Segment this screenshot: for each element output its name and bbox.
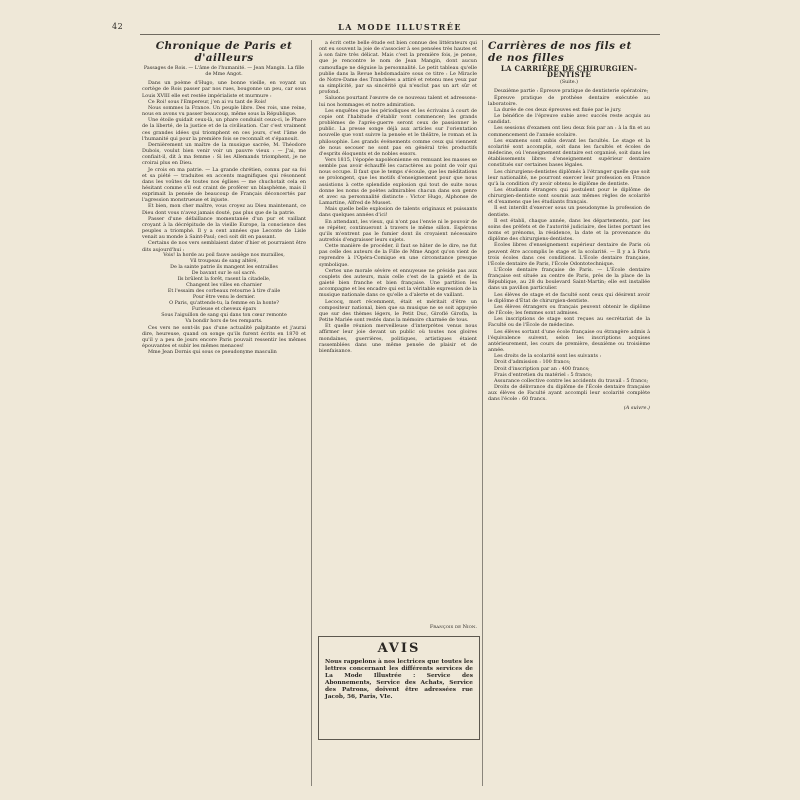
avis-text: Nous rappelons à nos lectrices que toutes les lettres concernant les différents services de La Mode Illustrée : Service des Abonnements, Service des Achats, Service des Patrons, doivent être adressées rue Jacob, 56, Paris, VIe. (325, 659, 473, 700)
column-divider-2 (482, 40, 483, 786)
paragraph: Mais quelle belle explosion de talents originaux et puissants dans quelques années d'ici! (319, 206, 477, 219)
verse-line: Changent les villes en charnier (186, 282, 262, 288)
fee-item: Assurance collective contre les accidents du travail : 5 francs; (494, 377, 649, 384)
paragraph: Et bien, mon cher maître, vous croyez au Dieu maintenant, ce Dieu dont vous n'avez jamais douté, pas plus que de la patrie. (142, 203, 306, 216)
fee-item: Droit d'admission : 100 francs; (494, 359, 571, 366)
paragraph: Une étoile guidait ceux-là, un phare conduisit ceux-ci, le Phare de la liberté, de la justice et de la civilisation. Car c'est vraiment ces grandes idées qui triomphent en ces jours, c'est l'âme de l'humanité qui pour la première fois se reconnaît et s'épanouit. (142, 117, 306, 142)
paragraph: Dernièrement un maître de la musique sacrée, M. Théodore Dubois, voulut bien venir voir un pauvre vieux : — J'ai, me confiait-il, dit à ma femme : Si les Allemands triomphent, je ne croirai plus en Dieu. (142, 141, 306, 167)
verse-line: De bavant sur le sol sacré. (191, 270, 257, 276)
paragraph: Le bénéfice de l'épreuve subie avec succès reste acquis au candidat. (488, 113, 650, 126)
verse-line: Vois! la horde au poil fauve assiège nos murailles, (163, 252, 285, 258)
verse-line: O Paris, qu'attends-tu, la femme en la honte? (169, 300, 279, 306)
paragraph: Vers 1815, l'épopée napoléonienne en remuant les masses se semble pas avoir échauffé les caractères au point de voir qui nous occupe. Il faut que le temps s'écoule, que les méditations se prolongent, que les motifs d'enseignement pour que nous assistions à cette splendide explosion qui tout de suite nous donne les noms de poètes admirables chacun dans son genre et avec sa personnalité distincte : Victor Hugo, Alphonse de Lamartine, Alfred de Musset. (319, 156, 477, 207)
paragraph: Épreuve pratique de prothèse dentaire exécutée au laboratoire. (488, 94, 650, 107)
paragraph: Les étudiants étrangers qui postulent pour le diplôme de chirurgien-dentiste sont soumis aux mêmes règles de scolarité et d'examens que les étudiants français. (488, 186, 650, 206)
paragraph: L'École dentaire française de Paris. — L'École dentaire française est située au centre de Paris, près de la place de la République, au 28 du boulevard Saint-Martin; elle est installée dans un pavillon particulier. (488, 267, 650, 292)
paragraph: Passer d'une défaillance momentanée d'un pur et vaillant croyant à la décrépitude de la vieille Europe, la conscience des peuples a triomphé. Il y a cent années que Leconte de Lisle venait au monde à Saint-Paul; ceci soit dit en passant. (142, 215, 306, 241)
verse-line: De la sainte patrie ils mangent les entrailles (170, 264, 278, 270)
paragraph: Les droits de la scolarité sont les suivants : (494, 353, 602, 360)
paragraph: Ce Roi! sous l'Empereur, j'en ai vu tant de Rois! (148, 98, 267, 105)
paragraph: Saluons pourtant l'œuvre de ce nouveau talent et adressons-lui nos hommages et notre admiration. (319, 95, 477, 108)
chronique-title: Chronique de Paris et d'ailleurs (155, 40, 293, 64)
avis-title: AVIS (377, 641, 421, 656)
paragraph: La durée de ces deux épreuves est fixée par le jury. (494, 106, 622, 113)
paragraph: Dans un poème d'Hugo, une bonne vieille, en voyant un cortège de Rois passer par nos rues, bougonne un peu, car sous Louis XVIII elle est restée impérialiste et murmure : (142, 80, 306, 99)
header-rule (140, 34, 660, 35)
column-carrieres (488, 40, 650, 784)
chronique-paragraphs (142, 80, 306, 252)
carrieres-subtitle: LA CARRIÈRE DE CHIRURGIEN-DENTISTE (500, 64, 638, 80)
verse-line: Va bondir hors de tes remparts. (185, 318, 263, 324)
paragraph: Certes une morale sévère et ennuyeuse ne préside pas aux couplets des auteurs, mais celle c'est de la gaieté et de la gaieté bien franche et bien française. Une partition les accompagne et les encadre qui est la véritable expression de la musique nationale dans ce qu'elle a d'alerte et de vaillant. (319, 267, 477, 299)
paragraph: Nous sommes la France. Un peuple libre. Des rois, une reine, nous en avons vu passer beaucoup, même sous la République. (142, 104, 306, 118)
carrieres-title: Carrières de nos fils et de nos filles (488, 40, 632, 64)
paragraph: Certains de nos vers semblaient dater d'hier et pourraient être dits aujourd'hui : (142, 240, 306, 253)
column-chronique-continued (319, 40, 477, 636)
paragraph: Ces vers ne sont-ils pas d'une actualité palpitante et j'aurai dire, heureuse, quand on songe qu'ils furent écrits en 1870 et qu'il y a peu de jours encore Paris pouvait ressentir les mêmes épouvantes et subir les mêmes menaces! (142, 324, 306, 350)
verse-line: Furieuse et cheveux épars (191, 306, 257, 312)
paragraph: Deuxième partie : Épreuve pratique de dentisterie opératoire; (494, 88, 649, 95)
verse-line: Et l'essaim des corbeaux retourne à tire d'aile (167, 288, 281, 294)
chronique-byline: François de Nion. (429, 624, 477, 630)
avis-box (318, 636, 480, 740)
masthead: LA MODE ILLUSTRÉE (338, 22, 462, 32)
paragraph: a écrit cette belle étude est bien connue des littérateurs qui ont eu souvent la joie de s'associer à ses pensées très hautes et à son faire très délicat. Mais c'est la première fois, je pense, que je rencontre le nom de Jean Mangin, dont aucun camouflage ne déguise la personnalité. Le petit tableau qu'elle publie dans la Revue hebdomadaire sous ce titre : Le Miracle de Notre-Dame des Tranchées a attiré et retenu mes yeux par sa simplicité, par sa sincérité qui n'exclut pas un art sûr et profond. (319, 40, 477, 96)
fee-item: Droit d'inscription par an : 400 francs; (494, 365, 590, 372)
paragraph: Les inscriptions de stage sont reçues au secrétariat de la Faculté ou de l'École de médecine. (488, 316, 650, 329)
paragraph: En attendant, les vieux, qui n'ont pas l'envie ni le pouvoir de se répéter, continueront à travers le même sillon. Espérons qu'ils m'entrent pas le fumier dont ils croyaient nécessaire autrefois d'engraisser leurs sujets. (319, 218, 477, 243)
column-divider-1 (311, 40, 312, 786)
fee-item: Droits de délivrance du diplôme de l'École dentaire française aux élèves de Faculté ayant accompli leur scolarité complète dans l'école : 60 francs. (488, 383, 650, 403)
paragraph: Les examens sont subis devant les facultés. Le stage et la scolarité sont accomplis, soit dans les facultés et écoles de médecine, où l'enseignement dentaire est organisé, soit dans les établissements libres d'enseignement supérieur dentaire constitués sur certaines bases légales. (488, 137, 650, 169)
page-number: 42 (112, 22, 124, 31)
paragraph: Mme Jean Dornis qui sous ce pseudonyme masculin (148, 349, 277, 356)
verse-line: Vil troupeau de sang altéré, (190, 258, 258, 264)
paragraph: Il est interdit d'exercer sous un pseudonyme la profession de dentiste. (488, 205, 650, 218)
poem (142, 253, 306, 325)
paragraph: Les sessions d'examen ont lieu deux fois par an : à la fin et au commencement de l'année scolaire. (488, 125, 650, 138)
fees-list (488, 359, 650, 402)
column-chronique (142, 40, 306, 784)
paragraph: Écoles libres d'enseignement supérieur dentaire de Paris où peuvent être accomplis le stage et la scolarité. — Il y a à Paris trois écoles dans ces conditions. L'École dentaire française, l'École dentaire de Paris, l'École Odontotechnique. (488, 242, 650, 267)
paragraph: Cette manière de procéder, il faut se hâter de le dire, ne fut pas celle des auteurs de la Fille de Mme Angot qu'on vient de reprendre à l'Opéra-Comique en une circonstance presque symbolique. (319, 243, 477, 268)
a-suivre: (A suivre.) (623, 405, 650, 412)
paragraph: Les chirurgiens-dentistes diplômés à l'étranger quelle que soit leur nationalité, ne pourront exercer leur profession en France qu'à la condition d'y avoir obtenu le diplôme de dentiste. (488, 168, 650, 187)
paragraph: Les enquêtes que les périodiques et les écrivains à court de copie ont l'habitude d'établir vont commencer; les grands problèmes de l'après-guerre seront ceux de passionner le public. La presse songe déjà aux articles sur l'orientation nouvelle que vont suivre la pensée et le théâtre, le roman et la philosophie. Les grands événements comme ceux qui viennent de nous secouer ne sont pas en général très productifs d'esprits éloquents et de nobles essors. (319, 107, 477, 157)
paragraph: Je crois en ma patrie. — La grande chrétien, connu par sa foi et sa piété — traduites en accents magnifiques qui résonnent dans les voûtes de toutes nos églises — me chuchotait cela en hésitant comme s'il eut craint de proférer un blasphème, mais il exprimait la pensée de beaucoup de Français déconcertés par l'agression monstrueuse et injuste. (142, 166, 306, 204)
paragraph: Les élèves de stage et de faculté sont ceux qui désirent avoir le diplôme d'État de chirurgien-dentiste. (488, 291, 650, 304)
chronique-summary: Passages de Rois. — L'âme de l'humanité. — Jean Mangin. La fille de Mme Angot. (143, 66, 305, 78)
paragraph: Les élèves étrangers ou français peuvent obtenir le diplôme de l'École; les femmes sont admises. (488, 303, 650, 317)
carrieres-suite: (Suite.) (560, 80, 578, 86)
paragraph: Et quelle réunion merveilleuse d'interprètes venus nous affirmer leur joie devant un public où toutes nos gloires mondaines, guerrières, politiques, artistiques étaient rassemblées dans une même pensée de plaisir et de bienfaisance. (319, 323, 477, 354)
verse-line: Pour être venu le dernier. (192, 294, 256, 300)
verse-line: Sous l'aiguillon de sang qui dans ton cœur remonte (161, 312, 287, 318)
fee-item: Frais d'entretien du matériel : 5 francs; (494, 371, 593, 378)
paragraph: Les élèves sortant d'une école française ou étrangère admis à l'équivalence suivent, selon les inscriptions acquises antérieurement, les cours de première, deuxième ou troisième année. (488, 328, 650, 354)
verse-line: Ils brûlent la forêt, rasent la citadelle, (177, 276, 271, 282)
paragraph: Lecocq, mort récemment, était et méritait d'être un compositeur national, bien que sa musique ne se soit appuyée que sur des thèmes légers, le Petit Duc, Giroflé Girofla, la Petite Mariée sont restés dans la mémoire charmée de tous. (319, 298, 477, 324)
paragraph: Il est établi, chaque année, dans les départements, par les soins des préfets et de l'autorité judiciaire, des listes portant les noms et prénoms, la résidence, la date et la provenance du diplôme des chirurgiens-dentistes. (488, 217, 650, 243)
